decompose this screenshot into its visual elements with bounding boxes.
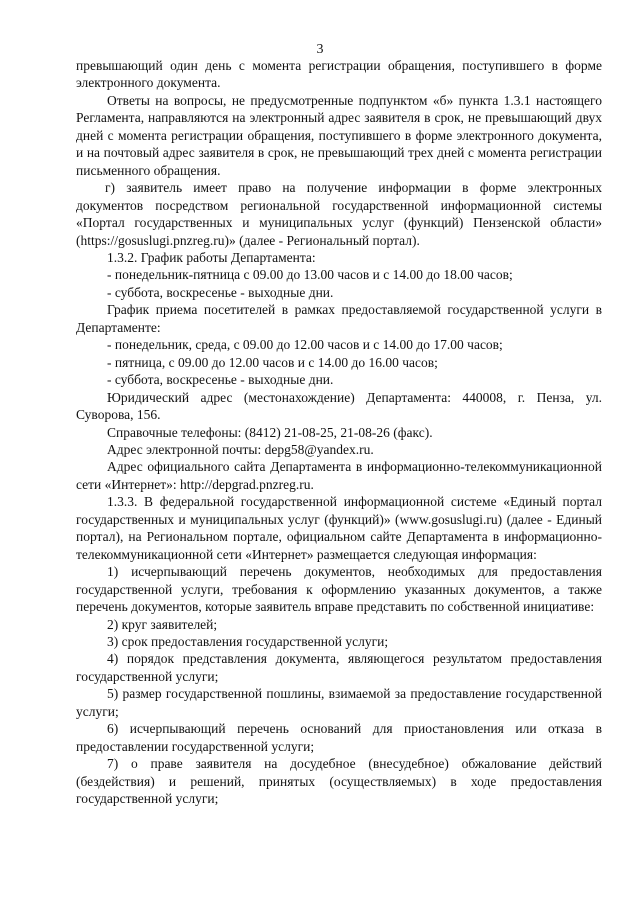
paragraph: Юридический адрес (местонахождение) Департамента: 440008, г. Пенза, ул. Суворова, 156. [76,389,602,423]
document-body [76,57,602,807]
page-number: 3 [316,42,324,57]
list-item: 3) срок предоставления государственной услуги; [107,633,389,649]
list-item: - пятница, с 09.00 до 12.00 часов и с 14.00 до 16.00 часов; [107,354,438,370]
list-item: - суббота, воскресенье - выходные дни. [107,284,334,300]
paragraph: Адрес электронной почты: depg58@yandex.ru. [107,441,374,457]
paragraph: г) заявитель имеет право на получение информации в форме электронных документов посредством региональной государственной информационной системы «Портал государственных и муниципальных услуг (функций) Пензенской области» (https://gosuslugi.pnzreg.ru)» (далее - Региональный портал). [76,180,602,248]
paragraph: превышающий один день с момента регистрации обращения, поступившего в форме электронного документа. [76,58,602,91]
paragraph: Справочные телефоны: (8412) 21-08-25, 21-08-26 (факс). [107,424,433,440]
paragraph: Адрес официального сайта Департамента в информационно-телекоммуникационной сети «Интернет»: http://depgrad.pnzreg.ru. [76,459,602,492]
list-item: 1) исчерпывающий перечень документов, необходимых для предоставления государственной услуги, требования к оформлению указанных документов, а также перечень документов, которые заявитель вправе представить по собственной инициативе: [76,564,602,615]
list-item: 4) порядок представления документа, являющегося результатом предоставления государственной услуги; [76,651,602,684]
paragraph: 1.3.3. В федеральной государственной информационной системе «Единый портал государственных и муниципальных услуг (функций)» (www.gosuslugi.ru) (далее - Единый портал), на Региональном портале, официальном сайте Департамента в информационно-телекоммуникационной сети «Интернет» размещается следующая информация: [76,494,602,562]
list-item: 6) исчерпывающий перечень оснований для приостановления или отказа в предоставлении государственной услуги; [76,721,602,754]
list-item: 7) о праве заявителя на досудебное (внесудебное) обжалование действий (бездействия) и решений, принятых (осуществляемых) в ходе предоставления государственной услуги; [76,756,602,807]
list-item: 2) круг заявителей; [107,616,218,632]
list-item: - суббота, воскресенье - выходные дни. [107,372,334,388]
list-item: - понедельник-пятница с 09.00 до 13.00 часов и с 14.00 до 18.00 часов; [107,267,513,283]
paragraph: 1.3.2. График работы Департамента: [107,249,316,265]
paragraph: График приема посетителей в рамках предоставляемой государственной услуги в Департаменте: [76,302,602,335]
list-item: 5) размер государственной пошлины, взимаемой за предоставление государственной услуги; [76,686,602,719]
list-item: - понедельник, среда, с 09.00 до 12.00 часов и с 14.00 до 17.00 часов; [107,337,503,353]
paragraph: Ответы на вопросы, не предусмотренные подпунктом «б» пункта 1.3.1 настоящего Регламента, направляются на электронный адрес заявителя в срок, не превышающий двух дней с момента регистрации обращения, поступившего в форме электронного документа, и на почтовый адрес заявителя в срок, не превышающий трех дней с момента регистрации письменного обращения. [76,92,602,178]
